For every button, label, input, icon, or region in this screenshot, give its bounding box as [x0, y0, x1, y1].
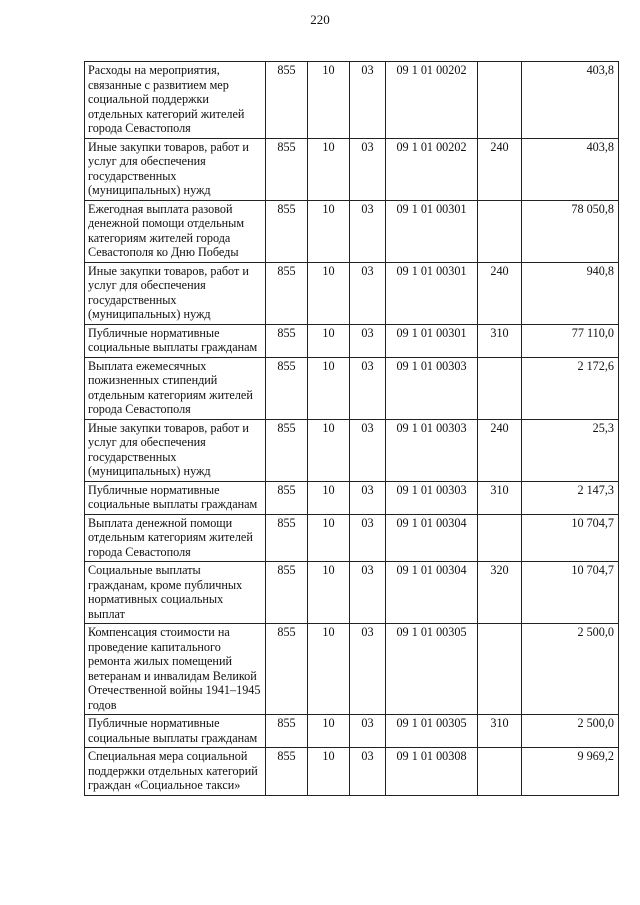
cell-amount: 403,8 [522, 138, 619, 200]
cell-expense-type [478, 357, 522, 419]
cell-subsection: 03 [350, 481, 386, 514]
cell-section: 10 [308, 138, 350, 200]
cell-subsection: 03 [350, 62, 386, 139]
cell-name: Выплата денежной помощи отдельным категориям жителей города Севастополя [85, 514, 266, 562]
cell-name: Публичные нормативные социальные выплаты гражданам [85, 481, 266, 514]
cell-name: Публичные нормативные социальные выплаты гражданам [85, 715, 266, 748]
table-row [85, 562, 619, 624]
cell-expense-type [478, 200, 522, 262]
cell-ministry: 855 [266, 481, 308, 514]
cell-target: 09 1 01 00301 [386, 324, 478, 357]
cell-section: 10 [308, 481, 350, 514]
cell-name: Специальная мера социальной поддержки отдельных категорий граждан «Социальное такси» [85, 748, 266, 796]
cell-target: 09 1 01 00305 [386, 624, 478, 715]
table-row [85, 715, 619, 748]
cell-subsection: 03 [350, 562, 386, 624]
cell-section: 10 [308, 200, 350, 262]
cell-amount: 403,8 [522, 62, 619, 139]
cell-target: 09 1 01 00304 [386, 562, 478, 624]
table-row [85, 200, 619, 262]
cell-name: Расходы на мероприятия, связанные с развитием мер социальной поддержки отдельных категорий жителей города Севастополя [85, 62, 266, 139]
cell-amount: 940,8 [522, 262, 619, 324]
cell-ministry: 855 [266, 624, 308, 715]
cell-ministry: 855 [266, 357, 308, 419]
cell-amount: 2 500,0 [522, 715, 619, 748]
cell-subsection: 03 [350, 715, 386, 748]
cell-amount: 77 110,0 [522, 324, 619, 357]
table-row [85, 62, 619, 139]
cell-expense-type: 310 [478, 481, 522, 514]
table-row [85, 324, 619, 357]
cell-target: 09 1 01 00202 [386, 138, 478, 200]
cell-expense-type: 320 [478, 562, 522, 624]
cell-section: 10 [308, 562, 350, 624]
cell-subsection: 03 [350, 138, 386, 200]
cell-ministry: 855 [266, 715, 308, 748]
cell-subsection: 03 [350, 200, 386, 262]
cell-subsection: 03 [350, 624, 386, 715]
cell-target: 09 1 01 00303 [386, 481, 478, 514]
cell-name: Публичные нормативные социальные выплаты гражданам [85, 324, 266, 357]
cell-amount: 25,3 [522, 419, 619, 481]
table-row [85, 514, 619, 562]
table-row [85, 624, 619, 715]
cell-subsection: 03 [350, 324, 386, 357]
cell-section: 10 [308, 324, 350, 357]
cell-amount: 78 050,8 [522, 200, 619, 262]
cell-target: 09 1 01 00303 [386, 419, 478, 481]
cell-target: 09 1 01 00301 [386, 262, 478, 324]
cell-expense-type: 240 [478, 262, 522, 324]
cell-target: 09 1 01 00308 [386, 748, 478, 796]
cell-subsection: 03 [350, 262, 386, 324]
cell-section: 10 [308, 262, 350, 324]
budget-table [84, 61, 619, 796]
cell-expense-type: 240 [478, 138, 522, 200]
cell-expense-type [478, 514, 522, 562]
cell-expense-type: 310 [478, 324, 522, 357]
cell-target: 09 1 01 00305 [386, 715, 478, 748]
cell-amount: 2 147,3 [522, 481, 619, 514]
cell-target: 09 1 01 00202 [386, 62, 478, 139]
cell-amount: 9 969,2 [522, 748, 619, 796]
cell-expense-type [478, 748, 522, 796]
cell-target: 09 1 01 00301 [386, 200, 478, 262]
cell-ministry: 855 [266, 200, 308, 262]
cell-amount: 2 500,0 [522, 624, 619, 715]
table-row [85, 481, 619, 514]
cell-name: Иные закупки товаров, работ и услуг для обеспечения государственных (муниципальных) нужд [85, 262, 266, 324]
cell-ministry: 855 [266, 62, 308, 139]
cell-section: 10 [308, 419, 350, 481]
cell-section: 10 [308, 748, 350, 796]
cell-name: Социальные выплаты гражданам, кроме публичных нормативных социальных выплат [85, 562, 266, 624]
cell-expense-type [478, 624, 522, 715]
cell-subsection: 03 [350, 357, 386, 419]
cell-name: Ежегодная выплата разовой денежной помощи отдельным категориям жителей города Севастополя ко Дню Победы [85, 200, 266, 262]
table-row [85, 138, 619, 200]
cell-section: 10 [308, 715, 350, 748]
cell-section: 10 [308, 62, 350, 139]
cell-section: 10 [308, 624, 350, 715]
cell-section: 10 [308, 514, 350, 562]
table-row [85, 357, 619, 419]
cell-ministry: 855 [266, 748, 308, 796]
cell-name: Иные закупки товаров, работ и услуг для обеспечения государственных (муниципальных) нужд [85, 419, 266, 481]
cell-ministry: 855 [266, 514, 308, 562]
cell-name: Компенсация стоимости на проведение капитального ремонта жилых помещений ветеранам и инвалидам Великой Отечественной войны 1941–1945 годов [85, 624, 266, 715]
cell-expense-type [478, 62, 522, 139]
cell-name: Выплата ежемесячных пожизненных стипендий отдельным категориям жителей города Севастополя [85, 357, 266, 419]
budget-table-body [85, 62, 619, 796]
cell-amount: 2 172,6 [522, 357, 619, 419]
table-row [85, 419, 619, 481]
cell-expense-type: 310 [478, 715, 522, 748]
cell-subsection: 03 [350, 748, 386, 796]
cell-ministry: 855 [266, 419, 308, 481]
page-number: 220 [310, 12, 330, 27]
cell-target: 09 1 01 00303 [386, 357, 478, 419]
cell-ministry: 855 [266, 262, 308, 324]
cell-subsection: 03 [350, 419, 386, 481]
cell-ministry: 855 [266, 324, 308, 357]
table-row [85, 748, 619, 796]
cell-subsection: 03 [350, 514, 386, 562]
cell-section: 10 [308, 357, 350, 419]
cell-target: 09 1 01 00304 [386, 514, 478, 562]
cell-amount: 10 704,7 [522, 514, 619, 562]
table-row [85, 262, 619, 324]
cell-amount: 10 704,7 [522, 562, 619, 624]
cell-ministry: 855 [266, 138, 308, 200]
cell-name: Иные закупки товаров, работ и услуг для обеспечения государственных (муниципальных) нужд [85, 138, 266, 200]
cell-ministry: 855 [266, 562, 308, 624]
cell-expense-type: 240 [478, 419, 522, 481]
